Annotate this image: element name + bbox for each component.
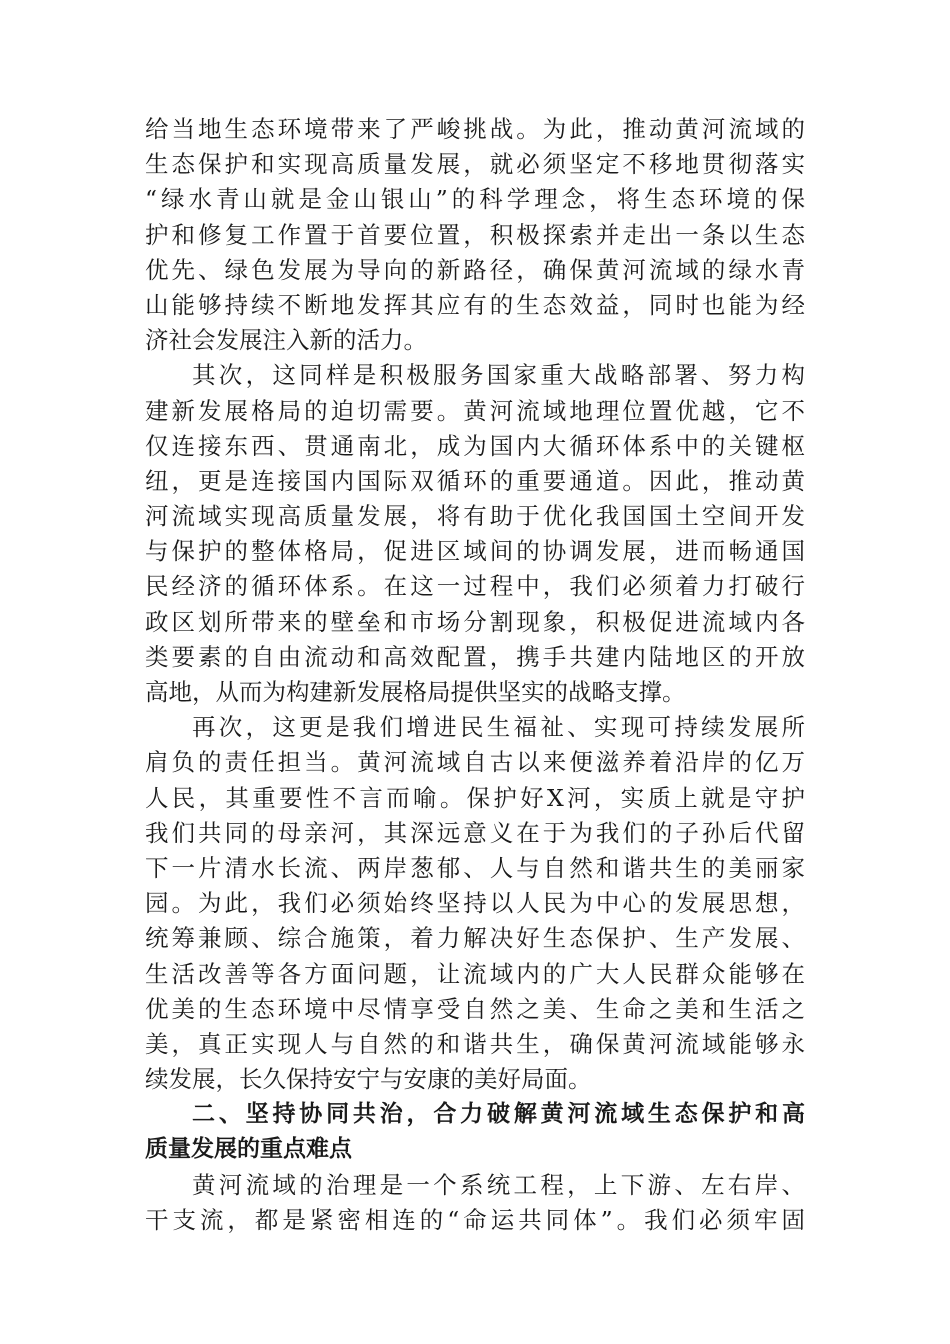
text-line: 生态保护和实现高质量发展，就必须坚定不移地贯彻落实 — [145, 150, 805, 179]
heading-line: 质量发展的重点难点 — [145, 1136, 352, 1163]
text-line: 仅连接东西、贯通南北，成为国内大循环体系中的关键枢 — [145, 431, 805, 460]
section-heading — [145, 1097, 805, 1167]
paragraph — [145, 358, 805, 710]
document-page — [145, 112, 805, 1238]
text-line: 干支流，都是紧密相连的“命运共同体”。我们必须牢固 — [145, 1205, 805, 1234]
text-line: 类要素的自由流动和高效配置，携手共建内陆地区的开放 — [145, 642, 805, 671]
text-line: 高地，从而为构建新发展格局提供坚实的战略支撑。 — [145, 678, 686, 706]
text-line: “绿水青山就是金山银山”的科学理念，将生态环境的保 — [145, 185, 805, 214]
text-line: 山能够持续不断地发挥其应有的生态效益，同时也能为经 — [145, 290, 805, 319]
text-line: 河流域实现高质量发展，将有助于优化我国国土空间开发 — [145, 502, 805, 531]
text-line: 与保护的整体格局，促进区域间的协调发展，进而畅通国 — [145, 537, 805, 566]
heading-line: 二、坚持协同共治，合力破解黄河流域生态保护和高 — [192, 1101, 805, 1128]
text-line: 再次，这更是我们增进民生福祉、实现可持续发展所 — [192, 713, 805, 742]
text-line: 护和修复工作置于首要位置，积极探索并走出一条以生态 — [145, 220, 805, 249]
text-line: 美，真正实现人与自然的和谐共生，确保黄河流域能够永 — [145, 1029, 805, 1058]
text-line: 统筹兼顾、综合施策，着力解决好生态保护、生产发展、 — [145, 924, 805, 953]
text-line: 其次，这同样是积极服务国家重大战略部署、努力构 — [192, 361, 805, 390]
paragraph — [145, 710, 805, 1097]
text-line: 园。为此，我们必须始终坚持以人民为中心的发展思想， — [145, 889, 805, 918]
text-line: 下一片清水长流、两岸葱郁、人与自然和谐共生的美丽家 — [145, 853, 805, 882]
text-line: 黄河流域的治理是一个系统工程，上下游、左右岸、 — [192, 1170, 805, 1199]
text-line: 优先、绿色发展为导向的新路径，确保黄河流域的绿水青 — [145, 255, 805, 284]
text-line: 建新发展格局的迫切需要。黄河流域地理位置优越，它不 — [145, 396, 805, 425]
text-line: 给当地生态环境带来了严峻挑战。为此，推动黄河流域的 — [145, 115, 805, 143]
paragraph — [145, 112, 805, 358]
text-line: 优美的生态环境中尽情享受自然之美、生命之美和生活之 — [145, 994, 805, 1023]
text-line: 生活改善等各方面问题，让流域内的广大人民群众能够在 — [145, 959, 805, 988]
text-line: 民经济的循环体系。在这一过程中，我们必须着力打破行 — [145, 572, 805, 601]
text-line: 人民，其重要性不言而喻。保护好X河，实质上就是守护 — [145, 783, 805, 812]
text-line: 济社会发展注入新的活力。 — [145, 326, 427, 355]
text-line: 续发展，长久保持安宁与安康的美好局面。 — [145, 1065, 592, 1094]
text-line: 我们共同的母亲河，其深远意义在于为我们的子孙后代留 — [145, 818, 805, 847]
text-line: 纽，更是连接国内国际双循环的重要通道。因此，推动黄 — [145, 466, 805, 495]
text-line: 政区划所带来的壁垒和市场分割现象，积极促进流域内各 — [145, 607, 805, 636]
text-line: 肩负的责任担当。黄河流域自古以来便滋养着沿岸的亿万 — [145, 748, 805, 777]
paragraph — [145, 1168, 805, 1238]
